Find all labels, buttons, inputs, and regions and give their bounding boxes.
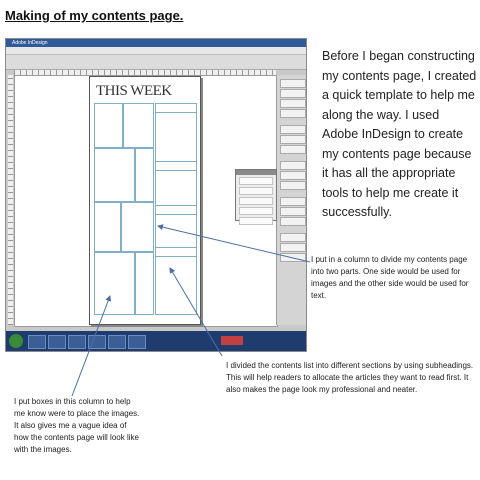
- annotation-subheadings: I divided the contents list into different sections by using subheadings. This will help readers to allocate the articles they want to read first. It also makes the page look my professional and neater.: [226, 361, 474, 394]
- panel-button[interactable]: [280, 207, 306, 216]
- image-placeholder-box: [122, 103, 154, 149]
- page-heading: THIS WEEK: [96, 83, 172, 99]
- subheading-box: [155, 205, 197, 215]
- panel-button[interactable]: [280, 197, 306, 206]
- image-placeholder-box: [134, 251, 154, 315]
- taskbar-app[interactable]: [108, 335, 126, 349]
- annotation-column: I put in a column to divide my contents page into two parts. One side would be used for images and the other side would be used for text.: [311, 255, 469, 300]
- image-placeholder-box: [94, 103, 124, 149]
- image-placeholder-box: [134, 147, 154, 203]
- panel-row[interactable]: [239, 177, 273, 185]
- window-title: Adobe InDesign: [12, 40, 48, 46]
- panel-button[interactable]: [280, 253, 306, 262]
- panels-dock: [276, 75, 307, 325]
- vertical-ruler: [8, 75, 13, 325]
- subheading-box: [155, 161, 197, 171]
- start-button[interactable]: [9, 334, 23, 348]
- panel-button[interactable]: [280, 243, 306, 252]
- image-placeholder-box: [120, 201, 154, 253]
- taskbar-notification[interactable]: [221, 336, 243, 345]
- panel-button[interactable]: [280, 89, 306, 98]
- floating-panel[interactable]: [235, 169, 277, 221]
- panel-button[interactable]: [280, 171, 306, 180]
- slide-title: Making of my contents page.: [5, 8, 184, 23]
- panel-row[interactable]: [239, 197, 273, 205]
- window-titlebar: [6, 39, 306, 47]
- panel-button[interactable]: [280, 99, 306, 108]
- panel-button[interactable]: [280, 109, 306, 118]
- taskbar-app[interactable]: [28, 335, 46, 349]
- panel-button[interactable]: [280, 233, 306, 242]
- panel-button[interactable]: [280, 135, 306, 144]
- image-placeholder-box: [94, 251, 136, 315]
- panel-button[interactable]: [280, 217, 306, 226]
- panel-button[interactable]: [280, 125, 306, 134]
- menu-bar: [6, 47, 306, 55]
- taskbar-app[interactable]: [68, 335, 86, 349]
- contents-page-template: [89, 76, 201, 325]
- subheading-box: [155, 103, 197, 113]
- intro-paragraph: Before I began constructing my contents page, I created a quick template to help me along the way. I used Adobe InDesign to create my contents page because it has all the appropriate tools to help me create it successfully.: [322, 49, 477, 219]
- panel-row[interactable]: [239, 217, 273, 225]
- taskbar-app[interactable]: [48, 335, 66, 349]
- image-placeholder-box: [94, 147, 136, 203]
- control-panel: [6, 55, 306, 70]
- panel-button[interactable]: [280, 145, 306, 154]
- panel-button[interactable]: [280, 181, 306, 190]
- windows-taskbar: [6, 331, 306, 351]
- panel-button[interactable]: [280, 161, 306, 170]
- image-placeholder-box: [94, 201, 122, 253]
- taskbar-app[interactable]: [88, 335, 106, 349]
- floating-panel-header[interactable]: [236, 170, 276, 175]
- subheading-box: [155, 247, 197, 257]
- annotation-boxes: I put boxes in this column to help me know were to place the images. It also gives me a vague idea of how the contents page will look like with the images.: [14, 397, 140, 454]
- panel-button[interactable]: [280, 79, 306, 88]
- taskbar-app[interactable]: [128, 335, 146, 349]
- panel-row[interactable]: [239, 207, 273, 215]
- panel-row[interactable]: [239, 187, 273, 195]
- indesign-screenshot: [5, 38, 307, 352]
